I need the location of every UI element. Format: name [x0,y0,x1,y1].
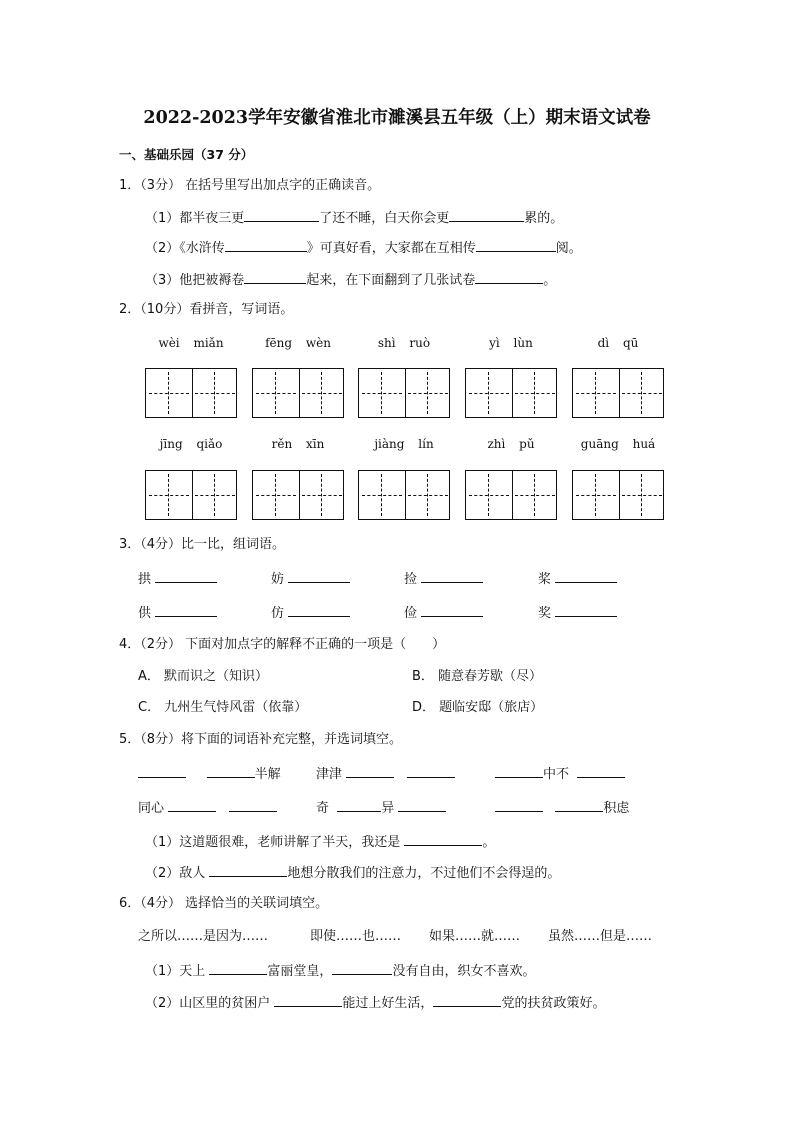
q5-idiom-row-1 [138,764,281,784]
question-5-heading: 5．（8分）将下面的词语补充完整，并选词填空。 [119,732,403,747]
q1-line-1-text-c: 累的。 [524,211,564,226]
q3-item [404,569,483,589]
q3-character: 妨 [271,572,285,587]
pinyin-label: shì ruò [377,336,431,350]
q5-sentence-text: （2）敌人 [145,866,206,881]
pinyin-label: zhì pǔ [487,437,535,451]
q1-line-3-text-b: 起来，在下面翻到了几张试卷 [306,273,476,288]
q5-idiom-row-1b [316,764,455,784]
answer-blank[interactable] [229,798,277,812]
q5-sentence-text: 。 [482,835,496,850]
answer-blank[interactable] [288,603,350,617]
conjunction-option: 之所以……是因为…… [138,929,269,944]
option-a[interactable]: A． 默而识之（知识） [138,669,269,684]
q3-item [271,603,350,623]
answer-blank[interactable] [244,208,319,222]
q5-word: 奇 [316,801,330,816]
answer-blank[interactable] [209,961,267,975]
character-writing-box[interactable] [572,368,664,418]
answer-blank[interactable] [346,764,394,778]
answer-blank[interactable] [155,569,217,583]
q6-sentence-text: （1）天上 [145,964,206,979]
q6-sentence-text: 没有自由，织女不喜欢。 [392,964,536,979]
option-d[interactable]: D． 题临安邸（旅店） [412,700,544,715]
q5-sentence-text: 地想分散我们的注意力，不过他们不会得逞的。 [287,866,561,881]
answer-blank[interactable] [207,764,255,778]
answer-blank[interactable] [495,764,543,778]
character-writing-box[interactable] [358,368,450,418]
answer-blank[interactable] [209,863,287,877]
character-writing-box[interactable] [572,470,664,520]
conjunction-option: 如果……就…… [429,929,521,944]
q1-line-2 [145,238,582,258]
answer-blank[interactable] [274,993,342,1007]
character-writing-box[interactable] [465,470,557,520]
answer-blank[interactable] [398,798,446,812]
section-heading: 一、基础乐园（37 分） [119,147,254,162]
pinyin-label: guāng huá [580,437,656,451]
q5-word: 积虑 [603,801,630,816]
pinyin-label: yì lùn [489,336,533,350]
answer-blank[interactable] [433,993,501,1007]
q5-word: 同心 [138,801,165,816]
q3-character: 俭 [404,606,418,621]
q1-line-1 [145,208,563,228]
question-3-heading: 3．（4分）比一比，组词语。 [119,537,286,552]
answer-blank[interactable] [555,569,617,583]
answer-blank[interactable] [449,208,524,222]
q3-character: 桨 [538,572,552,587]
pinyin-label: wèi miǎn [158,336,224,350]
q1-line-3-text-c: 。 [543,273,557,288]
answer-blank[interactable] [475,270,543,284]
answer-blank[interactable] [421,569,483,583]
q3-item [271,569,350,589]
q3-character: 供 [138,606,152,621]
answer-blank[interactable] [225,238,307,252]
q6-sentence-text: 富丽堂皇， [267,964,333,979]
pinyin-label: jīng qiǎo [159,437,223,451]
q3-character: 捡 [404,572,418,587]
option-b[interactable]: B． 随意春芳歇（尽） [412,669,543,684]
q5-idiom-row-2 [138,798,277,818]
q1-line-2-text-a: （2）《水浒传 [145,241,225,256]
q6-sentence-text: 党的扶贫政策好。 [501,996,606,1011]
q5-word: 津津 [316,767,343,782]
answer-blank[interactable] [476,238,556,252]
q6-sentence-2 [145,993,605,1013]
answer-blank[interactable] [495,798,543,812]
page-title: 2022-2023学年安徽省淮北市濉溪县五年级（上）期末语文试卷 [143,108,651,128]
answer-blank[interactable] [555,798,603,812]
q5-word: 中不 [543,767,570,782]
answer-blank[interactable] [332,961,392,975]
conjunction-option: 即使……也…… [310,929,402,944]
character-writing-box[interactable] [145,368,237,418]
q3-character: 奖 [538,606,552,621]
question-6-heading: 6．（4分） 选择恰当的关联词填空。 [119,896,329,911]
pinyin-label: rěn xīn [271,437,325,451]
option-c[interactable]: C． 九州生气恃风雷（依靠） [138,700,308,715]
character-writing-box[interactable] [145,470,237,520]
character-writing-box[interactable] [465,368,557,418]
q1-line-3 [145,270,556,290]
character-writing-box[interactable] [252,368,344,418]
q6-sentence-1 [145,961,535,981]
answer-blank[interactable] [337,798,381,812]
conjunction-option: 虽然……但是…… [548,929,653,944]
q5-sentence-2 [145,863,560,883]
q1-line-2-text-c: 阅。 [555,241,582,256]
q1-line-1-text-b: 了还不睡，白天你会更 [319,211,450,226]
question-1-heading: 1．（3分） 在括号里写出加点字的正确读音。 [119,178,381,193]
q5-sentence-1 [145,832,495,852]
answer-blank[interactable] [155,603,217,617]
q5-idiom-row-1c [495,764,625,784]
q5-word: 异 [381,801,395,816]
q1-line-3-text-a: （3）他把被褥卷 [145,273,245,288]
character-writing-box[interactable] [358,470,450,520]
pinyin-label: fēng wèn [265,336,331,350]
q3-item [538,569,617,589]
q3-item [138,603,217,623]
q1-line-1-text-a: （1）都半夜三更 [145,211,245,226]
answer-blank[interactable] [168,798,216,812]
answer-blank[interactable] [404,832,482,846]
q3-character: 拱 [138,572,152,587]
q3-item [404,603,483,623]
q1-line-2-text-b: 》可真好看，大家都在互相传 [306,241,476,256]
answer-blank[interactable] [244,270,306,284]
q5-idiom-row-2b [316,798,446,818]
answer-blank[interactable] [555,603,617,617]
answer-blank[interactable] [577,764,625,778]
q3-item [538,603,617,623]
q5-word: 半解 [254,767,281,782]
q3-character: 仿 [271,606,285,621]
answer-blank[interactable] [421,603,483,617]
answer-blank[interactable] [138,764,186,778]
pinyin-label: jiàng lín [374,437,434,451]
question-4-heading: 4．（2分） 下面对加点字的解释不正确的一项是（ ） [119,637,446,652]
question-2-heading: 2．（10分）看拼音，写词语。 [119,302,294,317]
q5-idiom-row-2c [495,798,629,818]
q6-sentence-text: （2）山区里的贫困户 [145,996,271,1011]
q3-item [138,569,217,589]
answer-blank[interactable] [407,764,455,778]
answer-blank[interactable] [288,569,350,583]
pinyin-label: dì qū [597,336,639,350]
character-writing-box[interactable] [252,470,344,520]
q5-sentence-text: （1）这道题很难，老师讲解了半天，我还是 [145,835,401,850]
q6-sentence-text: 能过上好生活， [342,996,434,1011]
